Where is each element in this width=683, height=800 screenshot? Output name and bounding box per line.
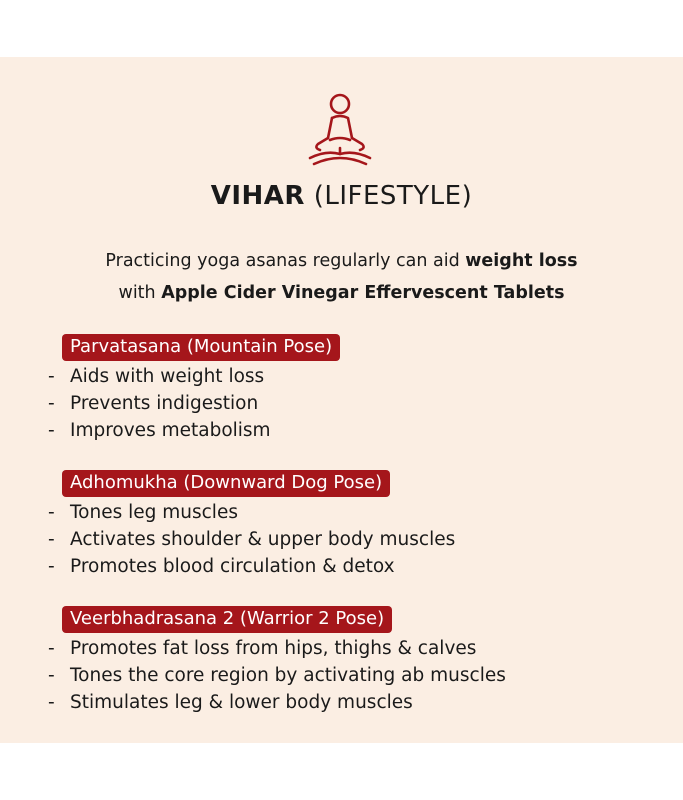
intro-text	[0, 245, 683, 309]
pose-label: Veerbhadrasana 2 (Warrior 2 Pose)	[62, 606, 392, 633]
benefit-list	[48, 363, 340, 444]
benefit-list	[48, 499, 455, 580]
list-item: - Aids with weight loss	[48, 366, 265, 387]
list-item: - Improves metabolism	[48, 420, 271, 441]
meditation-icon	[300, 92, 380, 172]
list-item: - Prevents indigestion	[48, 393, 259, 414]
title-bold: VIHAR	[210, 181, 305, 211]
pose-label: Adhomukha (Downward Dog Pose)	[62, 470, 390, 497]
list-item: - Promotes blood circulation & detox	[48, 556, 395, 577]
list-item: - Tones leg muscles	[48, 502, 238, 523]
intro-line-1	[0, 245, 683, 277]
list-item: - Stimulates leg & lower body muscles	[48, 692, 413, 713]
benefit-list	[48, 635, 506, 716]
intro-line-1-bold: weight loss	[465, 251, 578, 271]
intro-line-2-bold: Apple Cider Vinegar Effervescent Tablets	[161, 283, 565, 303]
page-title	[0, 181, 683, 211]
pose-section-veerbhadrasana	[48, 606, 506, 716]
intro-line-1-text: Practicing yoga asanas regularly can aid	[105, 251, 466, 271]
pose-section-adhomukha	[48, 470, 455, 580]
pose-section-parvatasana	[48, 334, 340, 444]
content-card	[0, 57, 683, 743]
list-item: - Tones the core region by activating ab muscles	[48, 665, 506, 686]
intro-line-2	[0, 277, 683, 309]
list-item: - Promotes fat loss from hips, thighs & calves	[48, 638, 477, 659]
title-light: (LIFESTYLE)	[313, 181, 473, 211]
pose-label: Parvatasana (Mountain Pose)	[62, 334, 340, 361]
intro-line-2-text: with	[118, 283, 162, 303]
list-item: - Activates shoulder & upper body muscles	[48, 529, 456, 550]
